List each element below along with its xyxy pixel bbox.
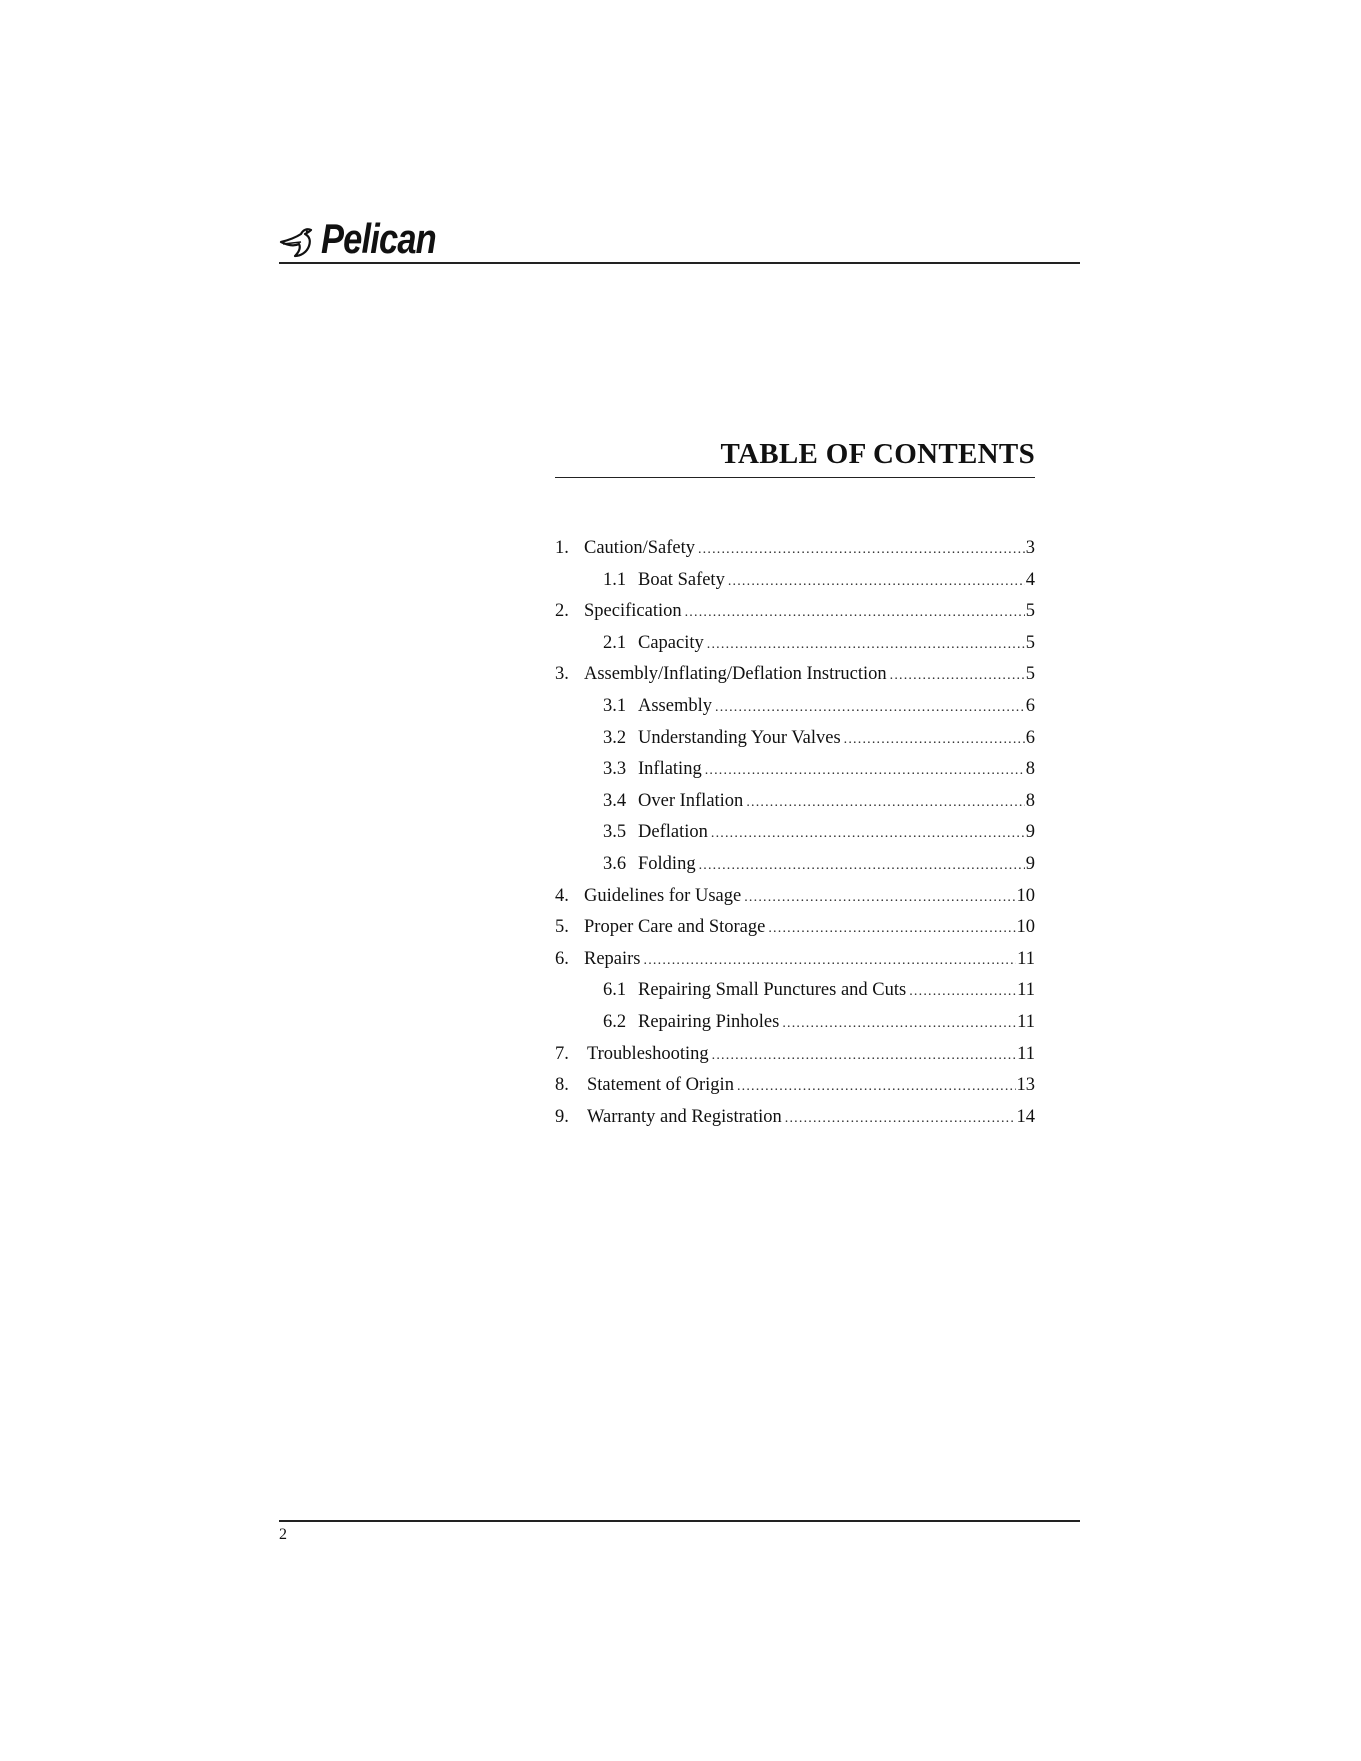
toc-dot-leader (685, 605, 1025, 621)
toc-entry-number: 7. (555, 1043, 569, 1064)
toc-entry-number: 2.1 (603, 632, 627, 653)
toc-entry-page: 8 (1025, 759, 1035, 780)
toc-entry-page: 6 (1025, 695, 1035, 716)
toc-entry-page: 5 (1025, 632, 1035, 653)
toc-entry-page: 13 (1016, 1075, 1035, 1096)
footer-divider (279, 1520, 1080, 1522)
toc-entry-label: Guidelines for Usage (584, 885, 742, 906)
toc-entry-number: 4. (555, 885, 569, 906)
toc-list (555, 538, 1035, 1138)
toc-entry-label: Assembly (638, 695, 712, 716)
toc-entry-number: 6.1 (603, 980, 627, 1001)
toc-dot-leader (705, 763, 1025, 779)
toc-entry-number: 1.1 (603, 569, 627, 590)
toc-entry-page: 5 (1025, 601, 1035, 622)
toc-entry-label: Proper Care and Storage (584, 917, 766, 938)
toc-entry[interactable] (555, 917, 1035, 949)
toc-entry-number: 3.5 (603, 822, 627, 843)
toc-entry-page: 10 (1016, 885, 1035, 906)
toc-entry[interactable] (555, 1012, 1035, 1044)
toc-entry[interactable] (555, 601, 1035, 633)
toc-dot-leader (711, 826, 1025, 842)
toc-entry-page: 10 (1016, 917, 1035, 938)
toc-entry-number: 3.3 (603, 759, 627, 780)
toc-dot-leader (644, 953, 1017, 969)
toc-entry-page: 6 (1025, 727, 1035, 748)
toc-entry-label: Understanding Your Valves (638, 727, 841, 748)
toc-entry-label: Deflation (638, 822, 708, 843)
toc-entry[interactable] (555, 1107, 1035, 1139)
toc-dot-leader (782, 1016, 1016, 1032)
toc-entry-label: Warranty and Registration (587, 1106, 782, 1127)
toc-entry[interactable] (555, 759, 1035, 791)
toc-dot-leader (768, 921, 1015, 937)
toc-dot-leader (890, 668, 1025, 684)
toc-entry[interactable] (555, 980, 1035, 1012)
page-number: 2 (279, 1526, 287, 1543)
toc-entry-label: Statement of Origin (587, 1075, 734, 1096)
toc-entry-label: Folding (638, 853, 696, 874)
title-divider (555, 477, 1035, 478)
toc-entry-page: 9 (1025, 853, 1035, 874)
toc-entry-number: 6. (555, 948, 569, 969)
toc-entry-number: 3.6 (603, 853, 627, 874)
toc-entry[interactable] (555, 822, 1035, 854)
toc-entry[interactable] (555, 633, 1035, 665)
toc-entry-number: 3.2 (603, 727, 627, 748)
toc-entry-page: 4 (1025, 569, 1035, 590)
toc-entry[interactable] (555, 728, 1035, 760)
toc-entry-number: 3. (555, 664, 569, 685)
toc-dot-leader (728, 574, 1025, 590)
toc-entry-page: 11 (1017, 1043, 1035, 1064)
toc-entry-label: Capacity (638, 632, 704, 653)
toc-entry-page: 11 (1017, 948, 1035, 969)
toc-entry-number: 2. (555, 601, 569, 622)
toc-entry-number: 6.2 (603, 1011, 627, 1032)
toc-entry-number: 3.1 (603, 695, 627, 716)
toc-dot-leader (844, 732, 1025, 748)
toc-entry-page: 8 (1025, 790, 1035, 811)
toc-entry[interactable] (555, 886, 1035, 918)
toc-entry[interactable] (555, 570, 1035, 602)
toc-dot-leader (715, 700, 1025, 716)
toc-entry[interactable] (555, 664, 1035, 696)
toc-entry-number: 8. (555, 1075, 569, 1096)
logo-wordmark: Pelican (321, 215, 436, 262)
toc-dot-leader (737, 1079, 1016, 1095)
toc-entry-label: Inflating (638, 759, 702, 780)
toc-entry-label: Assembly/Inflating/Deflation Instruction (584, 664, 887, 685)
toc-entry-number: 9. (555, 1106, 569, 1127)
toc-entry[interactable] (555, 854, 1035, 886)
toc-entry-label: Boat Safety (638, 569, 725, 590)
pelican-logo (279, 214, 461, 260)
toc-entry-page: 3 (1025, 538, 1035, 558)
header-divider (279, 262, 1080, 264)
toc-entry-label: Repairs (584, 948, 641, 969)
toc-entry-page: 11 (1017, 980, 1035, 1001)
toc-dot-leader (698, 542, 1025, 558)
toc-entry-number: 5. (555, 917, 569, 938)
toc-dot-leader (707, 637, 1025, 653)
toc-entry[interactable] (555, 791, 1035, 823)
toc-entry-label: Specification (584, 601, 682, 622)
toc-dot-leader (746, 795, 1024, 811)
toc-entry-label: Over Inflation (638, 790, 744, 811)
toc-entry-label: Troubleshooting (587, 1043, 709, 1064)
toc-entry-number: 1. (555, 538, 569, 558)
toc-entry-page: 14 (1016, 1106, 1035, 1127)
toc-dot-leader (785, 1111, 1016, 1127)
toc-entry[interactable] (555, 1044, 1035, 1076)
toc-entry-page: 5 (1025, 664, 1035, 685)
toc-title: TABLE OF CONTENTS (720, 438, 1035, 470)
toc-entry-page: 11 (1017, 1011, 1035, 1032)
toc-dot-leader (699, 858, 1025, 874)
toc-entry-label: Repairing Small Punctures and Cuts (638, 980, 907, 1001)
toc-dot-leader (744, 890, 1015, 906)
toc-entry-page: 9 (1025, 822, 1035, 843)
toc-entry[interactable] (555, 949, 1035, 981)
toc-entry-number: 3.4 (603, 790, 627, 811)
toc-entry[interactable] (555, 696, 1035, 728)
toc-entry[interactable] (555, 538, 1035, 570)
toc-entry-label: Repairing Pinholes (638, 1011, 780, 1032)
toc-dot-leader (909, 984, 1016, 1000)
toc-entry-label: Caution/Safety (584, 538, 695, 558)
toc-entry[interactable] (555, 1075, 1035, 1107)
pelican-bird-icon (279, 220, 319, 260)
toc-dot-leader (712, 1048, 1017, 1064)
